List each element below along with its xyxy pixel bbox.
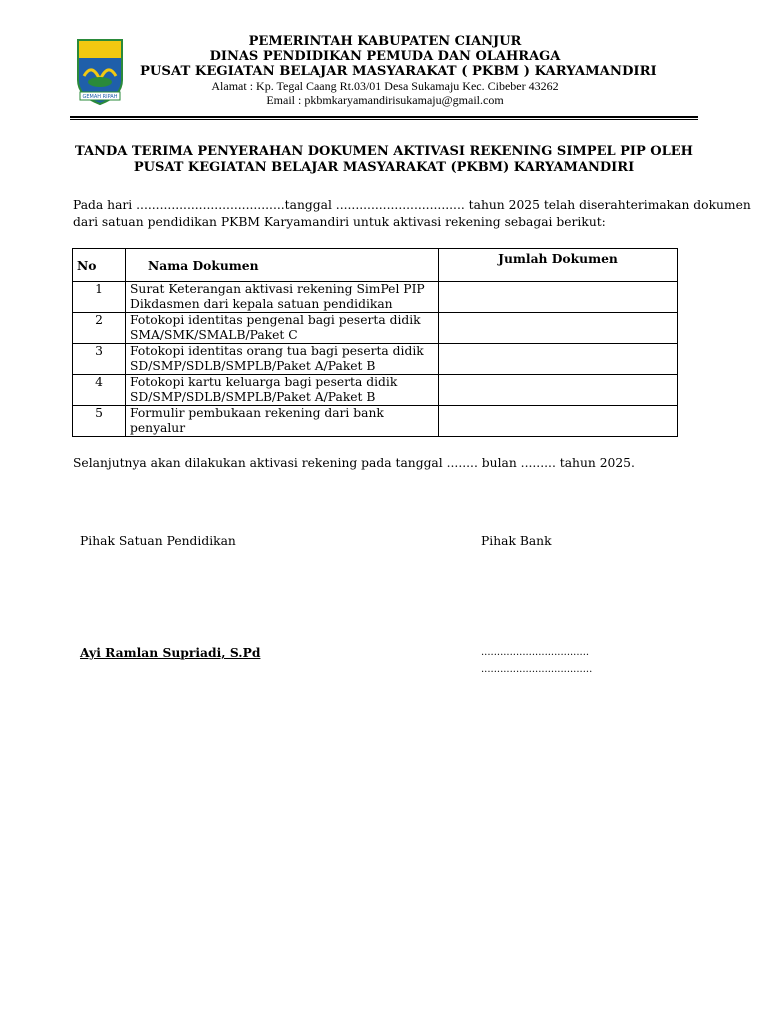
letterhead-divider-thin (70, 119, 698, 120)
document-title (72, 144, 696, 176)
letterhead-institution: PUSAT KEGIATAN BELAJAR MASYARAKAT ( PKBM ) KARYAMANDIRI (140, 64, 657, 79)
row-nama: Fotokopi identitas orang tua bagi peserta didik SD/SMP/SDLB/SMPLB/Paket A/Paket B (126, 344, 439, 375)
table-row (73, 282, 678, 313)
letterhead-department: DINAS PENDIDIKAN PEMUDA DAN OLAHRAGA (209, 49, 561, 64)
letterhead-address: Alamat : Kp. Tegal Caang Rt.03/01 Desa Sukamaju Kec. Cibeber 43262 (211, 79, 559, 93)
table-row (73, 375, 678, 406)
row-jumlah[interactable] (439, 313, 678, 344)
row-no: 4 (73, 375, 126, 406)
row-no: 3 (73, 344, 126, 375)
intro-line-1: Pada hari ......................................tanggal ................................. tahun 2025 telah diserahterimakan dokumen (73, 198, 751, 212)
documents-table (72, 248, 678, 437)
logo-ribbon-text: GEMAH RIPAH (82, 94, 118, 100)
row-nama: Surat Keterangan aktivasi rekening SimPel PIP Dikdasmen dari kepala satuan pendidikan (126, 282, 439, 313)
title-line-2: PUSAT KEGIATAN BELAJAR MASYARAKAT (PKBM) KARYAMANDIRI (133, 160, 635, 175)
row-no: 5 (73, 406, 126, 437)
row-jumlah[interactable] (439, 406, 678, 437)
header-nama-dokumen: Nama Dokumen (126, 249, 439, 282)
bank-signature-line-1: .................................. (481, 647, 590, 658)
table-row (73, 313, 678, 344)
letterhead-email: Email : pkbmkaryamandirisukamaju@gmail.com (266, 93, 504, 107)
row-jumlah[interactable] (439, 344, 678, 375)
row-jumlah[interactable] (439, 375, 678, 406)
title-line-1: TANDA TERIMA PENYERAHAN DOKUMEN AKTIVASI REKENING SIMPEL PIP OLEH (75, 144, 693, 159)
header-jumlah-dokumen: Jumlah Dokumen (439, 249, 678, 282)
row-jumlah[interactable] (439, 282, 678, 313)
row-no: 2 (73, 313, 126, 344)
signatory-name: Ayi Ramlan Supriadi, S.Pd (80, 645, 261, 660)
row-nama: Formulir pembukaan rekening dari bank penyalur (126, 406, 439, 437)
letterhead (140, 34, 657, 107)
table-header-row (73, 249, 678, 282)
table-row (73, 344, 678, 375)
table-row (73, 406, 678, 437)
signature-label-right: Pihak Bank (481, 534, 552, 548)
row-nama: Fotokopi identitas pengenal bagi peserta didik SMA/SMK/SMALB/Paket C (126, 313, 439, 344)
row-nama: Fotokopi kartu keluarga bagi peserta didik SD/SMP/SDLB/SMPLB/Paket A/Paket B (126, 375, 439, 406)
closing-statement: Selanjutnya akan dilakukan aktivasi rekening pada tanggal ........ bulan ......... tahun 2025. (73, 456, 635, 470)
header-no: No (73, 249, 126, 282)
intro-line-2: dari satuan pendidikan PKBM Karyamandiri untuk aktivasi rekening sebagai berikut: (73, 215, 606, 229)
bank-signature-line-2: ................................... (481, 664, 593, 675)
letterhead-divider-thick (70, 116, 698, 118)
intro-paragraph (73, 197, 751, 231)
signature-label-left: Pihak Satuan Pendidikan (80, 534, 236, 548)
letterhead-government: PEMERINTAH KABUPATEN CIANJUR (248, 34, 522, 49)
row-no: 1 (73, 282, 126, 313)
logo-emblem (70, 36, 130, 108)
